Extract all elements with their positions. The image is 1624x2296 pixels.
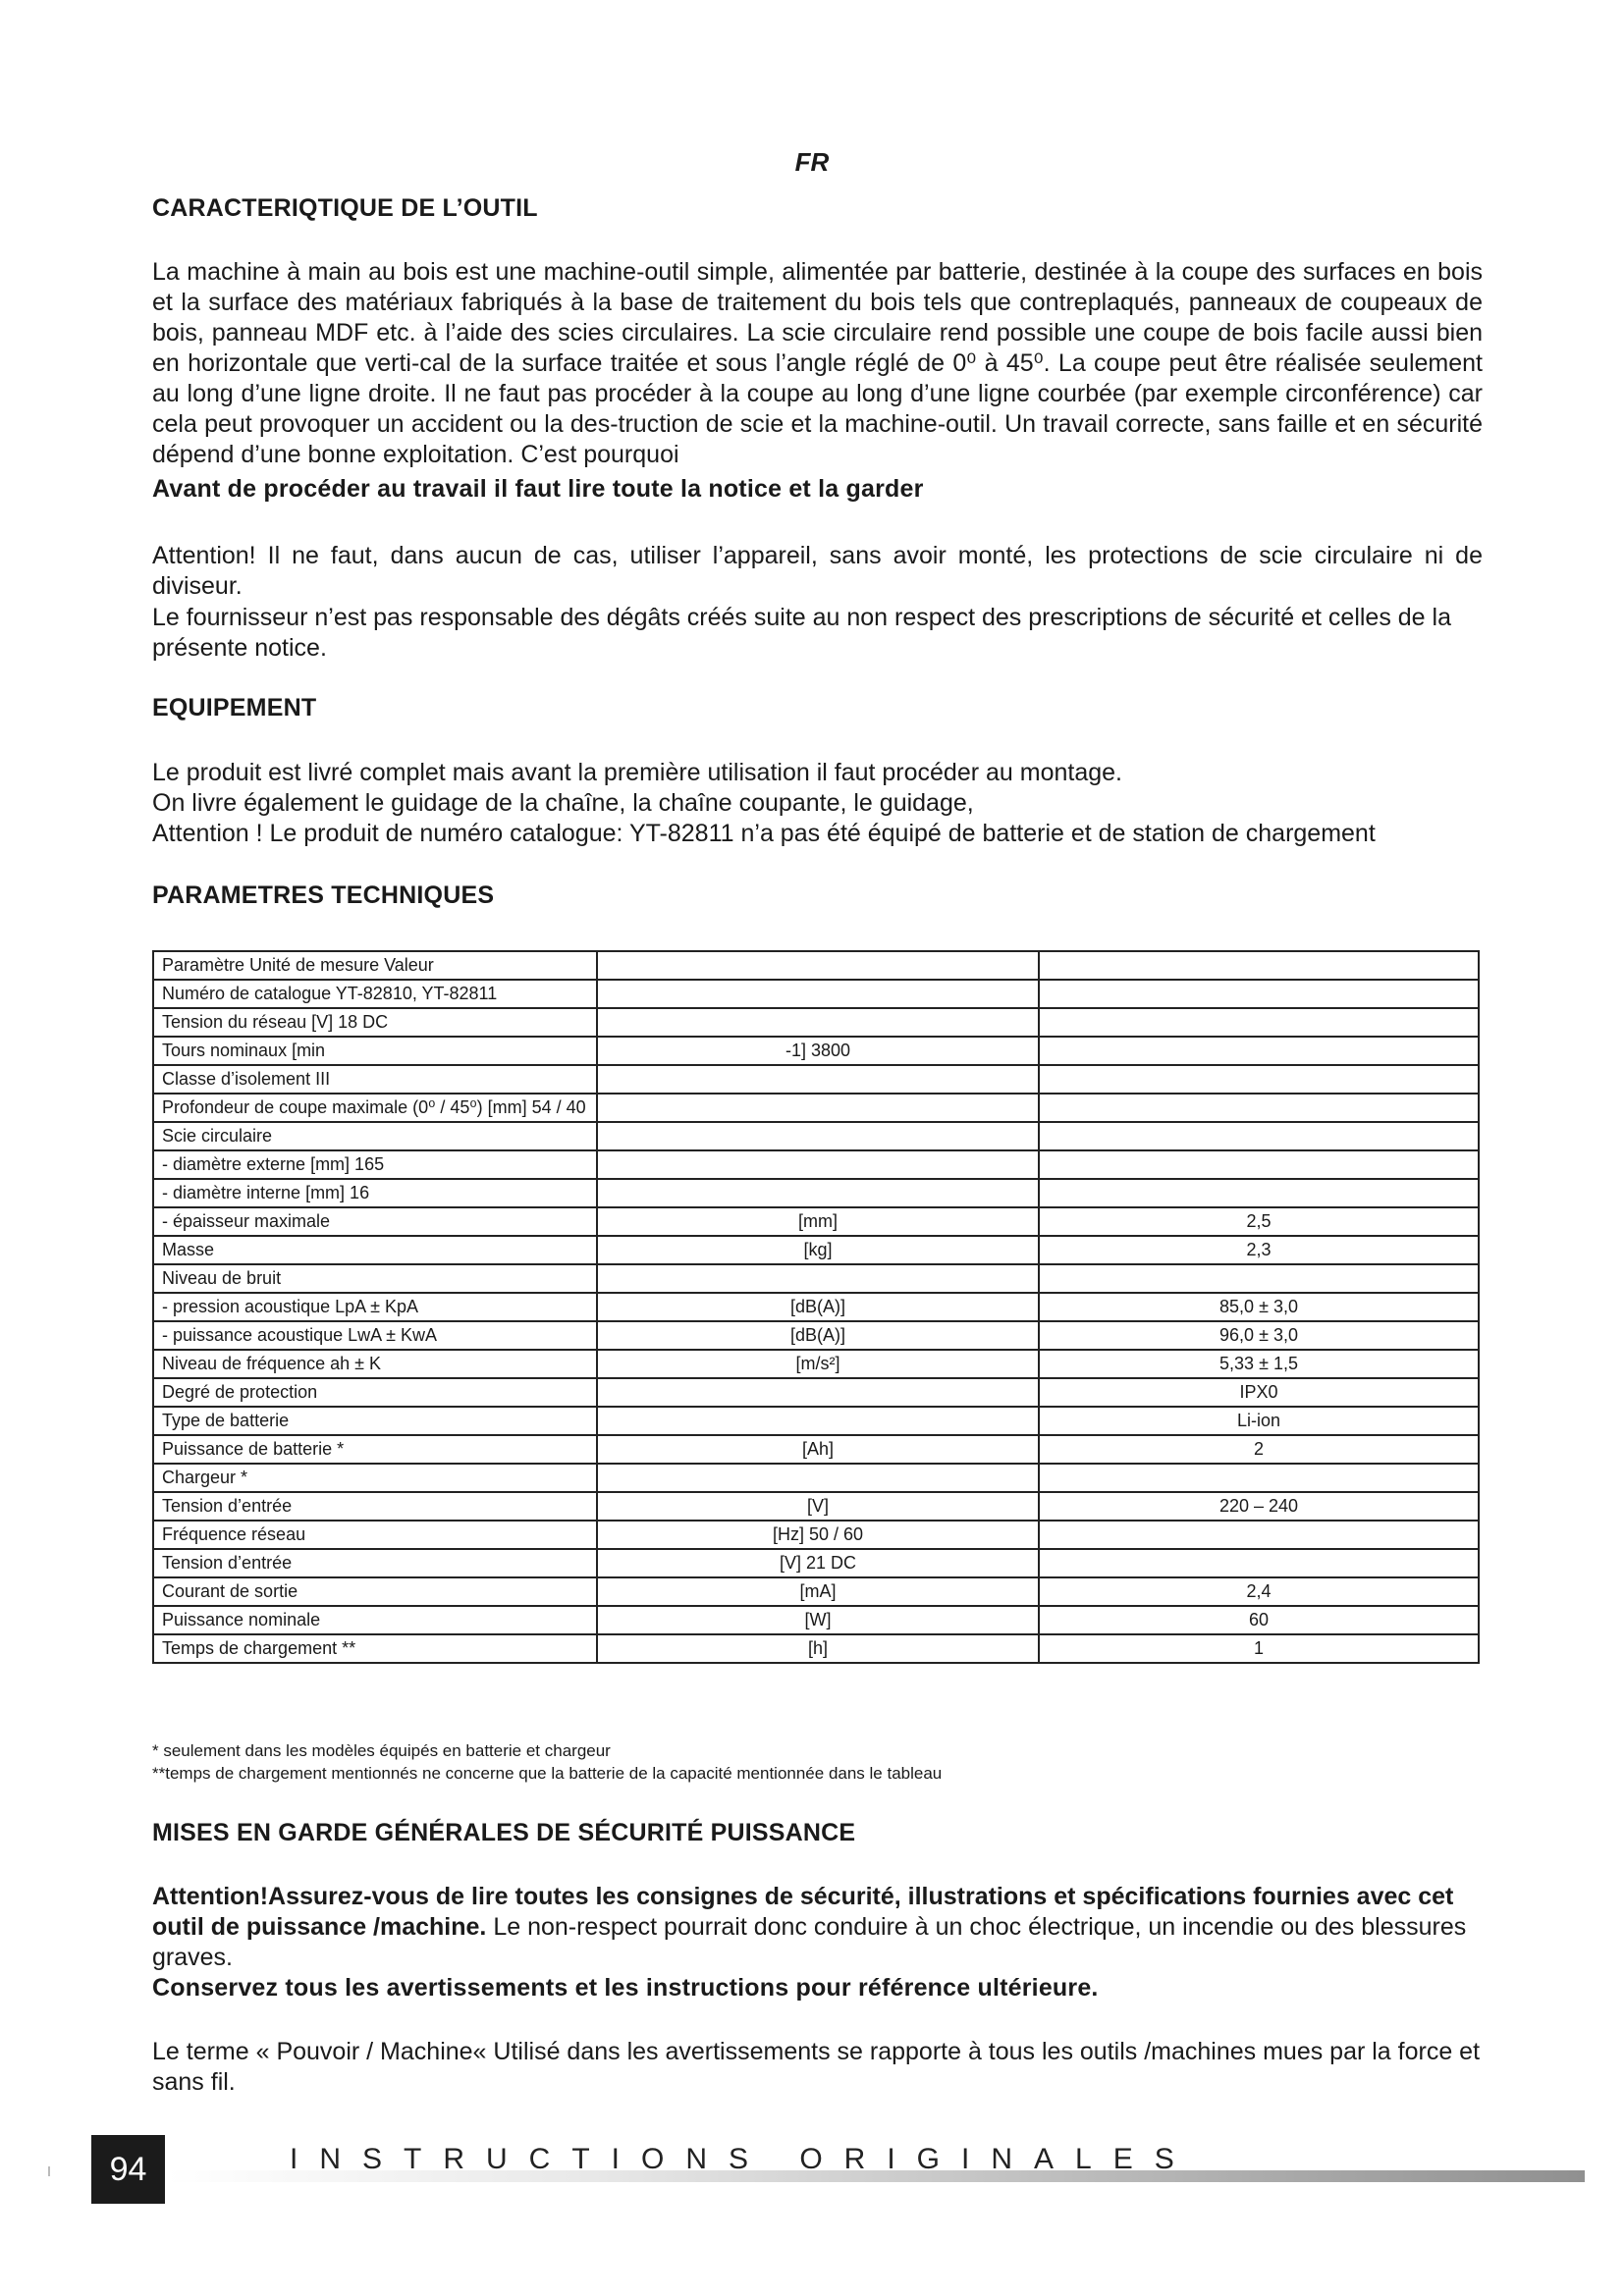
param-unit-cell: [mA]: [597, 1577, 1039, 1606]
footer-title: INSTRUCTIONS ORIGINALES: [290, 2143, 1196, 2175]
paragraph-terme: Le terme « Pouvoir / Machine« Utilisé dans les avertissements se rapporte à tous les outils /machines mues par la force et sans fil.: [152, 2038, 1481, 2096]
param-name-cell: Classe d’isolement III: [153, 1065, 597, 1094]
param-value-cell: [1039, 1008, 1479, 1037]
param-value-cell: [1039, 980, 1479, 1008]
param-unit-cell: [597, 1264, 1039, 1293]
param-unit-cell: [597, 951, 1039, 980]
conservez-notice: Conservez tous les avertissements et les instructions pour référence ultérieure.: [152, 1974, 1099, 2002]
param-name-cell: Niveau de fréquence ah ± K: [153, 1350, 597, 1378]
param-value-cell: [1039, 1464, 1479, 1492]
equipement-line-1: Le produit est livré complet mais avant la première utilisation il faut procéder au montage.: [152, 759, 1123, 786]
param-value-cell: [1039, 1122, 1479, 1150]
param-value-cell: 60: [1039, 1606, 1479, 1634]
paragraph-caracteristique: La machine à main au bois est une machine-outil simple, alimentée par batterie, destinée à la coupe des surfaces en bois et la surface des matériaux fabriqués à la base de traitement du bois tels que contreplaqués, panneaux de coupeaux de bois, panneau MDF etc. à l’aide des scies circulaires. La scie circulaire rend possible une coupe de bois facile aussi bien en horizontale que verti-cal de la surface traitée et sous l’angle réglé de 0⁰ à 45⁰. La coupe peut être réalisée seulement au long d’une ligne droite. Il ne faut pas procéder à la coupe au long d’une ligne courbée (par exemple circonférence) car cela peut provoquer un accident ou la des-truction de scie et la machine-outil. Un travail correcte, sans faille et en sécurité dépend d’une bonne exploitation. C’est pourquoi: [152, 258, 1483, 468]
table-row: [153, 1634, 1479, 1663]
param-name-cell: Tension du réseau [V] 18 DC: [153, 1008, 597, 1037]
technical-parameters-table: [152, 950, 1480, 1664]
param-unit-cell: [Hz] 50 / 60: [597, 1521, 1039, 1549]
param-name-cell: Puissance nominale: [153, 1606, 597, 1634]
param-name-cell: Paramètre Unité de mesure Valeur: [153, 951, 597, 980]
table-row: [153, 980, 1479, 1008]
param-unit-cell: [dB(A)]: [597, 1321, 1039, 1350]
table-row: [153, 1094, 1479, 1122]
param-name-cell: - diamètre externe [mm] 165: [153, 1150, 597, 1179]
param-name-cell: Courant de sortie: [153, 1577, 597, 1606]
param-unit-cell: [597, 1008, 1039, 1037]
param-unit-cell: [dB(A)]: [597, 1293, 1039, 1321]
paragraph-attention: Attention! Il ne faut, dans aucun de cas, utiliser l’appareil, sans avoir monté, les protections de scie circulaire ni de diviseur.: [152, 542, 1483, 600]
param-unit-cell: [597, 1179, 1039, 1207]
section-title-mises: MISES EN GARDE GÉNÉRALES DE SÉCURITÉ PUISSANCE: [152, 1819, 856, 1846]
param-name-cell: Temps de chargement **: [153, 1634, 597, 1663]
table-row: [153, 1179, 1479, 1207]
param-name-cell: Chargeur *: [153, 1464, 597, 1492]
table-note-2: **temps de chargement mentionnés ne concerne que la batterie de la capacité mentionnée dans le tableau: [152, 1764, 943, 1783]
table-row: [153, 1549, 1479, 1577]
language-label: FR: [794, 147, 830, 177]
table-row: [153, 1037, 1479, 1065]
param-value-cell: Li-ion: [1039, 1407, 1479, 1435]
table-row: [153, 1065, 1479, 1094]
param-name-cell: - épaisseur maximale: [153, 1207, 597, 1236]
param-value-cell: [1039, 1179, 1479, 1207]
table-row: [153, 1008, 1479, 1037]
param-value-cell: [1039, 1549, 1479, 1577]
table-row: [153, 1236, 1479, 1264]
param-name-cell: Type de batterie: [153, 1407, 597, 1435]
param-unit-cell: [597, 980, 1039, 1008]
param-unit-cell: [kg]: [597, 1236, 1039, 1264]
page-number: 94: [91, 2135, 165, 2204]
param-unit-cell: [mm]: [597, 1207, 1039, 1236]
table-row: [153, 1378, 1479, 1407]
table-row: [153, 1350, 1479, 1378]
param-unit-cell: [597, 1094, 1039, 1122]
table-row: [153, 1577, 1479, 1606]
mises-attention-rest: Le non-respect pourrait donc conduire à un choc électrique, un incendie ou des blessures graves.: [152, 1913, 1467, 1971]
section-title-caracteristique: CARACTERIQTIQUE DE L’OUTIL: [152, 194, 538, 222]
param-unit-cell: [597, 1122, 1039, 1150]
table-row: [153, 1150, 1479, 1179]
table-row: [153, 1521, 1479, 1549]
param-name-cell: - puissance acoustique LwA ± KwA: [153, 1321, 597, 1350]
param-name-cell: Fréquence réseau: [153, 1521, 597, 1549]
param-value-cell: [1039, 1094, 1479, 1122]
table-row: [153, 1435, 1479, 1464]
param-value-cell: IPX0: [1039, 1378, 1479, 1407]
param-unit-cell: [V]: [597, 1492, 1039, 1521]
param-value-cell: 5,33 ± 1,5: [1039, 1350, 1479, 1378]
param-name-cell: Numéro de catalogue YT-82810, YT-82811: [153, 980, 597, 1008]
param-name-cell: Profondeur de coupe maximale (0⁰ / 45⁰) [mm] 54 / 40: [153, 1094, 597, 1122]
table-row: [153, 1293, 1479, 1321]
param-value-cell: [1039, 1264, 1479, 1293]
param-value-cell: 2,4: [1039, 1577, 1479, 1606]
param-name-cell: Niveau de bruit: [153, 1264, 597, 1293]
section-title-parametres: PARAMETRES TECHNIQUES: [152, 881, 495, 909]
param-value-cell: 96,0 ± 3,0: [1039, 1321, 1479, 1350]
param-value-cell: 85,0 ± 3,0: [1039, 1293, 1479, 1321]
param-name-cell: Scie circulaire: [153, 1122, 597, 1150]
param-name-cell: Puissance de batterie *: [153, 1435, 597, 1464]
param-value-cell: [1039, 951, 1479, 980]
mises-attention-bold: Attention!Assurez-vous de lire toutes les consignes de sécurité, illustrations et spécifications fournies avec cet outil de puissance /machine.: [152, 1883, 1454, 1941]
param-value-cell: 1: [1039, 1634, 1479, 1663]
param-name-cell: - diamètre interne [mm] 16: [153, 1179, 597, 1207]
table-row: [153, 1321, 1479, 1350]
paragraph-fournisseur: Le fournisseur n’est pas responsable des dégâts créés suite au non respect des prescriptions de sécurité et celles de la présente notice.: [152, 604, 1451, 662]
param-unit-cell: [V] 21 DC: [597, 1549, 1039, 1577]
param-unit-cell: [Ah]: [597, 1435, 1039, 1464]
table-row: [153, 1207, 1479, 1236]
table-row: [153, 1492, 1479, 1521]
param-value-cell: [1039, 1521, 1479, 1549]
param-name-cell: Degré de protection: [153, 1378, 597, 1407]
table-row: [153, 1606, 1479, 1634]
paragraph-mises-attention: [152, 1882, 1483, 1973]
param-unit-cell: [m/s²]: [597, 1350, 1039, 1378]
param-value-cell: [1039, 1150, 1479, 1179]
param-unit-cell: [597, 1150, 1039, 1179]
param-value-cell: [1039, 1037, 1479, 1065]
param-name-cell: Tension d’entrée: [153, 1492, 597, 1521]
param-name-cell: Tours nominaux [min: [153, 1037, 597, 1065]
footer-tick: [48, 2166, 50, 2176]
param-value-cell: 2,5: [1039, 1207, 1479, 1236]
param-unit-cell: [597, 1378, 1039, 1407]
param-unit-cell: [h]: [597, 1634, 1039, 1663]
param-value-cell: 2,3: [1039, 1236, 1479, 1264]
table-row: [153, 1407, 1479, 1435]
param-unit-cell: -1] 3800: [597, 1037, 1039, 1065]
table-row: [153, 1122, 1479, 1150]
param-value-cell: [1039, 1065, 1479, 1094]
param-unit-cell: [597, 1407, 1039, 1435]
param-unit-cell: [W]: [597, 1606, 1039, 1634]
param-unit-cell: [597, 1464, 1039, 1492]
param-value-cell: 2: [1039, 1435, 1479, 1464]
param-name-cell: Masse: [153, 1236, 597, 1264]
table-row: [153, 1464, 1479, 1492]
param-name-cell: Tension d’entrée: [153, 1549, 597, 1577]
param-name-cell: - pression acoustique LpA ± KpA: [153, 1293, 597, 1321]
bold-notice: Avant de procéder au travail il faut lire toute la notice et la garder: [152, 475, 924, 503]
param-unit-cell: [597, 1065, 1039, 1094]
equipement-line-3: Attention ! Le produit de numéro catalogue: YT-82811 n’a pas été équipé de batterie et de station de chargement: [152, 820, 1376, 847]
table-note-1: * seulement dans les modèles équipés en batterie et chargeur: [152, 1741, 611, 1760]
table-row: [153, 951, 1479, 980]
param-value-cell: 220 – 240: [1039, 1492, 1479, 1521]
equipement-line-2: On livre également le guidage de la chaîne, la chaîne coupante, le guidage,: [152, 789, 974, 817]
table-row: [153, 1264, 1479, 1293]
section-title-equipement: EQUIPEMENT: [152, 694, 317, 721]
